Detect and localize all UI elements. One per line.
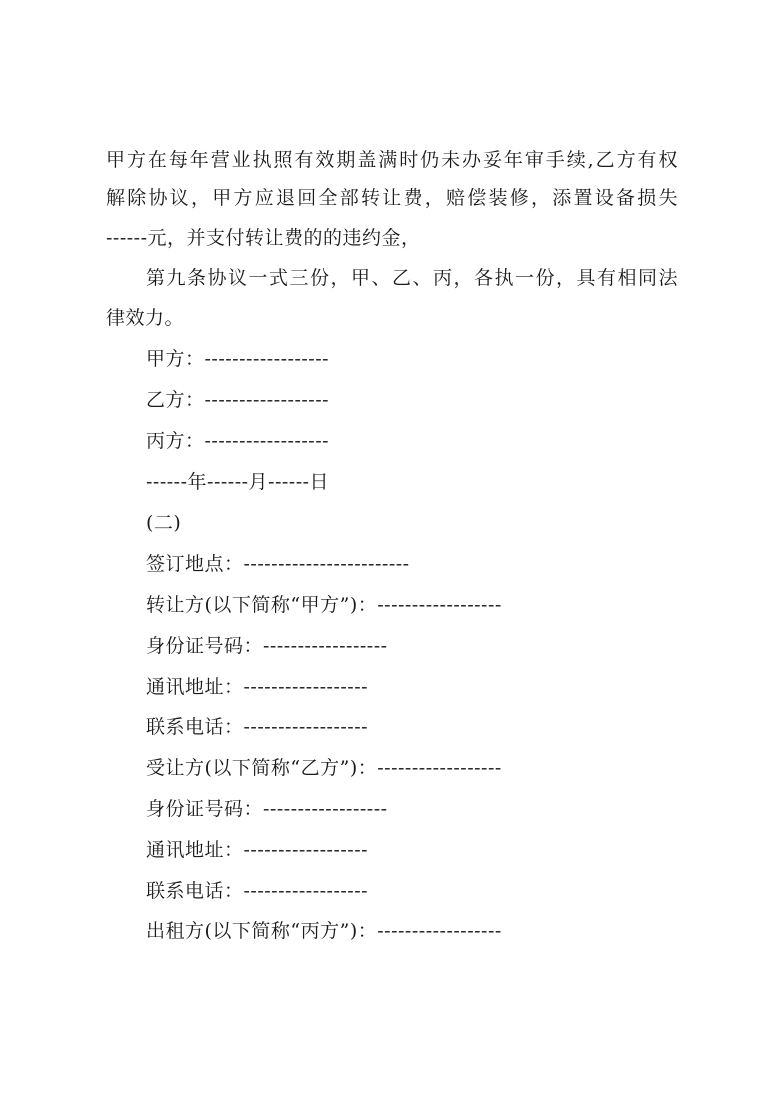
transferor-id-field: 身份证号码：------------------ (146, 635, 388, 657)
sign-place-field: 签订地点：------------------------ (146, 553, 410, 575)
transferor-address-field: 通讯地址：------------------ (146, 676, 369, 698)
paragraph-1-line-3: ------元，并支付转让费的的违约金， (106, 227, 421, 249)
signature-party-c: 丙方：------------------ (146, 430, 330, 452)
paragraph-1-line-2: 解除协议，甲方应退回全部转让费，赔偿装修，添置设备损失 (106, 187, 678, 209)
lessor-field: 出租方(以下简称“丙方”)：------------------ (146, 920, 502, 942)
transferor-phone-field: 联系电话：------------------ (146, 716, 369, 738)
transferee-phone-field: 联系电话：------------------ (146, 880, 369, 902)
paragraph-1-line-1: 甲方在每年营业执照有效期盖满时仍未办妥年审手续,乙方有权 (106, 149, 678, 171)
transferee-field: 受让方(以下简称“乙方”)：------------------ (146, 757, 502, 779)
transferee-id-field: 身份证号码：------------------ (146, 798, 388, 820)
signature-date: ------年------月------日 (146, 471, 330, 493)
signature-party-b: 乙方：------------------ (146, 389, 330, 411)
transferee-address-field: 通讯地址：------------------ (146, 839, 369, 861)
paragraph-2-line-1: 第九条协议一式三份，甲、乙、丙，各执一份，具有相同法 (146, 267, 678, 289)
transferor-field: 转让方(以下简称“甲方”)：------------------ (146, 594, 502, 616)
paragraph-2-line-2: 律效力。 (106, 307, 185, 329)
section-2-heading: (二) (146, 512, 182, 534)
signature-party-a: 甲方：------------------ (146, 348, 330, 370)
